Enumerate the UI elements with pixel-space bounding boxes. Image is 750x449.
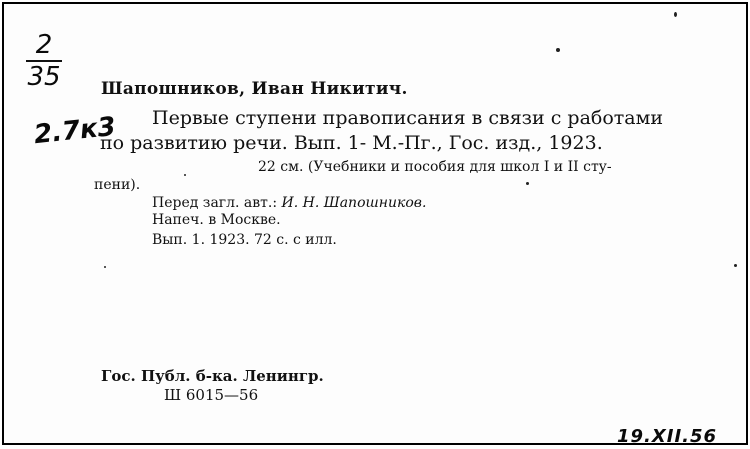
- library-number: Ш 6015—56: [164, 386, 259, 404]
- speck: [674, 12, 677, 17]
- note-author: [152, 195, 426, 211]
- title-line-2: по развитию речи. Вып. 1- М.-Пг., Гос. изд., 1923.: [100, 132, 603, 154]
- speck: [184, 174, 186, 176]
- note-author-label: Перед загл. авт.:: [152, 195, 282, 211]
- author-heading: Шапошников, Иван Никитич.: [101, 79, 408, 99]
- shelf-number-top: 2: [35, 30, 53, 60]
- note-volume: Вып. 1. 1923. 72 с. с илл.: [152, 232, 337, 248]
- shelf-number: [26, 32, 62, 90]
- note-printed: Напеч. в Москве.: [152, 212, 281, 228]
- physical-description-line-1: 22 см. (Учебники и пособия для школ I и II сту-: [258, 159, 612, 175]
- speck: [734, 264, 737, 267]
- date-stamp: 19.XII.56: [617, 426, 718, 447]
- library-name: Гос. Публ. б-ка. Ленингр.: [101, 367, 324, 385]
- speck: [526, 182, 529, 185]
- title-line-1: Первые ступени правописания в связи с работами: [152, 107, 664, 129]
- speck: [556, 48, 560, 52]
- catalog-card: [2, 2, 748, 445]
- speck: [104, 266, 106, 268]
- note-author-value: И. Н. Шапошников.: [281, 195, 427, 211]
- shelf-number-bottom: 35: [27, 62, 61, 92]
- handwritten-call-number: 2.7к3: [32, 111, 118, 151]
- physical-description-line-2: пени).: [94, 177, 141, 193]
